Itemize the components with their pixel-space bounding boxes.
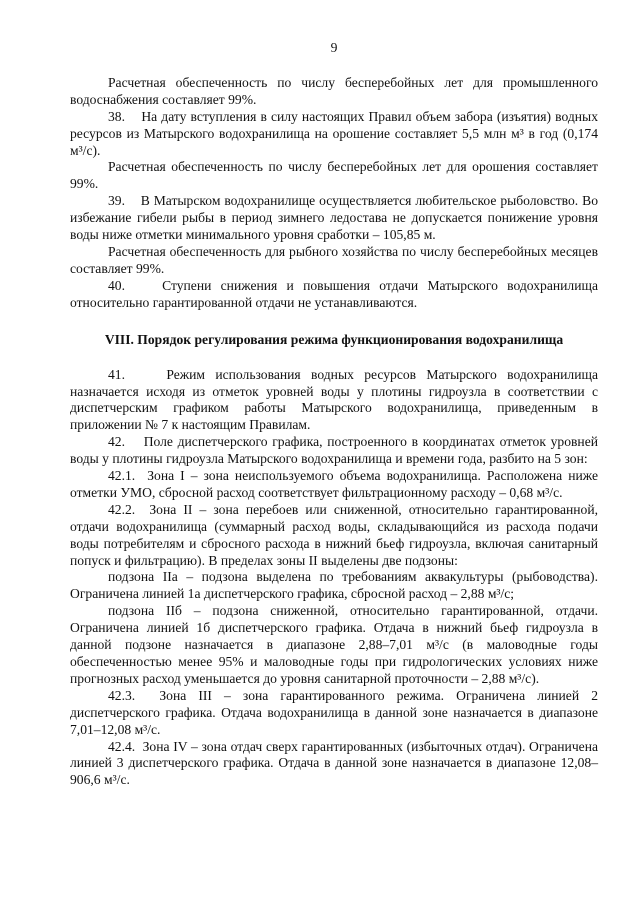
paragraph: 39. В Матырском водохранилище осуществляется любительское рыболовство. Во избежание гибели рыбы в период зимнего ледостава не допускается понижение уровня воды ниже отметки минимального уровня сработки – 105,85 м. [70,193,598,243]
paragraph: Расчетная обеспеченность по числу бесперебойных лет для орошения составляет 99%. [70,159,598,192]
paragraph: 42.4. Зона IV – зона отдач сверх гарантированных (избыточных отдач). Ограничена линией 3 диспетчерского графика. Отдача в данной зоне назначается в диапазоне 12,08–906,6 м³/с. [70,738,598,788]
paragraph: 38. На дату вступления в силу настоящих Правил объем забора (изъятия) водных ресурсов из Матырского водохранилища на орошение составляет 5,5 млн м³ в год (0,174 м³/с). [70,108,598,158]
page-number: 9 [330,40,338,55]
spacer [70,348,598,367]
paragraph: 40. Ступени снижения и повышения отдачи Матырского водохранилища относительно гарантированной отдачи не устанавливаются. [70,277,598,310]
paragraph: 42. Поле диспетчерского графика, построенного в координатах отметок уровней воды у плотины гидроузла Матырского водохранилища и времени года, разбито на 5 зон: [70,434,598,467]
paragraph: Расчетная обеспеченность по числу бесперебойных лет для промышленного водоснабжения составляет 99%. [70,74,598,107]
spacer [70,312,598,331]
paragraph: 42.2. Зона II – зона перебоев или сниженной, относительно гарантированной, отдачи водохранилища (суммарный расход воды, складывающийся из расхода подачи воды потребителям и сбросного расхода в нижний бьеф гидроузла, включая санитарный попуск и фильтрацию). В пределах зоны II выделены две подзоны: [70,501,598,568]
paragraph: Расчетная обеспеченность для рыбного хозяйства по числу бесперебойных месяцев составляет 99%. [70,243,598,276]
paragraph: подзона IIа – подзона выделена по требованиям аквакультуры (рыбоводства). Ограничена линией 1а диспетчерского графика, сбросной расход – 2,88 м³/с; [70,569,598,602]
document-page [70,40,598,789]
section-heading: VIII. Порядок регулирования режима функционирования водохранилища [104,331,564,347]
paragraph: 41. Режим использования водных ресурсов Матырского водохранилища назначается исходя из отметок уровней воды у плотины гидроузла в соответствии с диспетчерским графиком работы Матырского водохранилища, приведенным в приложении № 7 к настоящим Правилам. [70,366,598,433]
paragraph: подзона IIб – подзона сниженной, относительно гарантированной, отдачи. Ограничена линией 1б диспетчерского графика. Отдача в нижний бьеф гидроузла в данной подзоне назначается в диапазоне 2,88–7,01 м³/с (в маловодные годы обеспеченностью менее 95% и маловодные годы при гидрологических условиях ниже прогнозных расход уменьшается до уровня санитарной проточности – 2,88 м³/с). [70,603,598,686]
paragraph: 42.1. Зона I – зона неиспользуемого объема водохранилища. Расположена ниже отметки УМО, сбросной расход соответствует фильтрационному расходу – 0,68 м³/с. [70,468,598,500]
paragraph: 42.3. Зона III – зона гарантированного режима. Ограничена линией 2 диспетчерского графика. Отдача водохранилища в данной зоне назначается в диапазоне 7,01–12,08 м³/с. [70,687,598,737]
